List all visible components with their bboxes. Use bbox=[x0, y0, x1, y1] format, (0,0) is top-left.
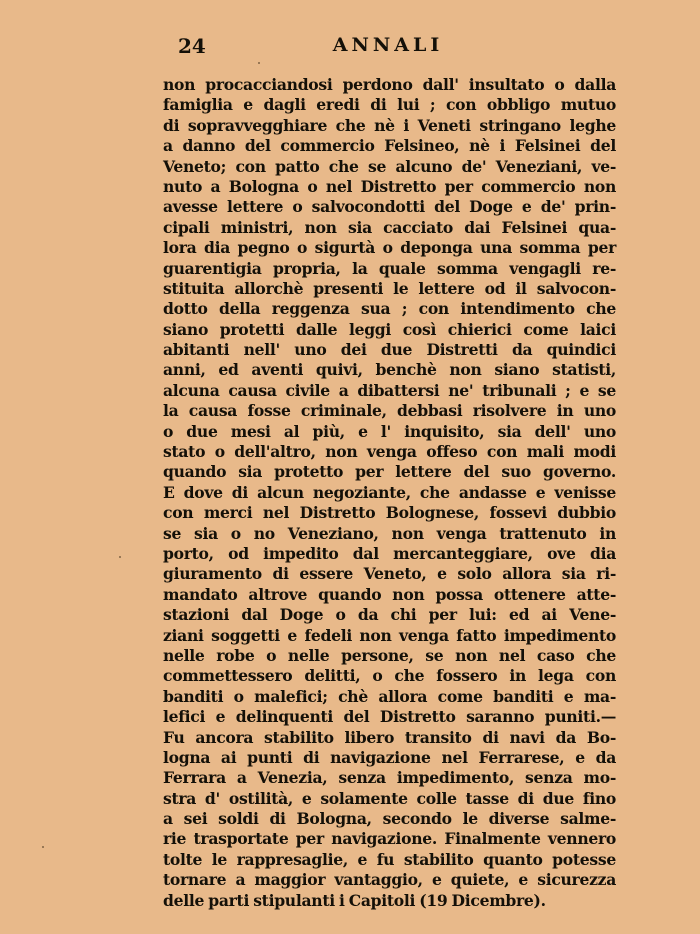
text-line: giuramento di essere Veneto, e solo allora sia ri- bbox=[163, 564, 616, 584]
text-line: porto, od impedito dal mercanteggiare, ove dia bbox=[163, 543, 616, 563]
text-line: Ferrara a Venezia, senza impedimento, senza mo- bbox=[163, 768, 616, 788]
text-line: a sei soldi di Bologna, secondo le diverse salme- bbox=[163, 809, 616, 829]
text-line: tornare a maggior vantaggio, e quiete, e sicurezza bbox=[163, 870, 616, 890]
text-line: cipali ministri, non sia cacciato dai Felsinei qua- bbox=[163, 217, 616, 237]
text-line: o due mesi al più, e l' inquisito, sia dell' uno bbox=[163, 421, 616, 441]
text-line: alcuna causa civile a dibattersi ne' tribunali ; e se bbox=[163, 380, 616, 400]
text-line: tolte le rappresaglie, e fu stabilito quanto potesse bbox=[163, 849, 616, 869]
text-line: guarentigia propria, la quale somma vengagli re- bbox=[163, 258, 616, 278]
text-line: commettessero delitti, o che fossero in lega con bbox=[163, 666, 616, 686]
text-line: Fu ancora stabilito libero transito di navi da Bo- bbox=[163, 727, 616, 747]
text-line: Veneto; con patto che se alcuno de' Veneziani, ve- bbox=[163, 156, 616, 176]
text-line: stazioni dal Doge o da chi per lui: ed ai Vene- bbox=[163, 605, 616, 625]
text-line: se sia o no Veneziano, non venga trattenuto in bbox=[163, 523, 616, 543]
text-line: mandato altrove quando non possa ottenere atte- bbox=[163, 584, 616, 604]
text-line: quando sia protetto per lettere del suo governo. bbox=[163, 462, 616, 482]
text-line: delle parti stipulanti i Capitoli (19 Dicembre). bbox=[163, 890, 546, 910]
body-text bbox=[163, 75, 616, 911]
text-line: siano protetti dalle leggi così chierici come laici bbox=[163, 319, 616, 339]
text-line: la causa fosse criminale, debbasi risolvere in uno bbox=[163, 401, 616, 421]
text-line: lora dia pegno o sigurtà o deponga una somma per bbox=[163, 238, 616, 258]
text-line: dotto della reggenza sua ; con intendimento che bbox=[163, 299, 616, 319]
running-title: ANNALI bbox=[332, 34, 444, 56]
paper-speck bbox=[258, 62, 260, 64]
text-line: avesse lettere o salvocondotti del Doge e de' prin- bbox=[163, 197, 616, 217]
text-line: famiglia e dagli eredi di lui ; con obbligo mutuo bbox=[163, 95, 616, 115]
paper-speck bbox=[42, 846, 44, 848]
text-line: a danno del commercio Felsineo, nè i Felsinei del bbox=[163, 136, 616, 156]
text-line: logna ai punti di navigazione nel Ferrarese, e da bbox=[163, 747, 616, 767]
text-line: stituita allorchè presenti le lettere od il salvocon- bbox=[163, 278, 616, 298]
text-line: non procacciandosi perdono dall' insultato o dalla bbox=[163, 75, 616, 94]
text-line: abitanti nell' uno dei due Distretti da quindici bbox=[163, 340, 616, 360]
text-line: stra d' ostilità, e solamente colle tasse di due fino bbox=[163, 788, 616, 808]
page-number: 24 bbox=[178, 34, 206, 58]
text-line: nuto a Bologna o nel Distretto per commercio non bbox=[163, 176, 616, 196]
text-line: banditi o malefici; chè allora come banditi e ma- bbox=[163, 686, 616, 706]
text-line: rie trasportate per navigazione. Finalmente vennero bbox=[163, 829, 616, 849]
text-line: ziani soggetti e fedeli non venga fatto impedimento bbox=[163, 625, 616, 645]
text-line: E dove di alcun negoziante, che andasse e venisse bbox=[163, 482, 616, 502]
text-line: stato o dell'altro, non venga offeso con mali modi bbox=[163, 442, 616, 462]
text-line: di sopravvegghiare che nè i Veneti stringano leghe bbox=[163, 115, 616, 135]
text-line: anni, ed aventi quivi, benchè non siano statisti, bbox=[163, 360, 616, 380]
text-line: nelle robe o nelle persone, se non nel caso che bbox=[163, 645, 616, 665]
text-line: lefici e delinquenti del Distretto saranno puniti.— bbox=[163, 707, 616, 727]
paper-speck bbox=[119, 556, 121, 558]
text-line: con merci nel Distretto Bolognese, fossevi dubbio bbox=[163, 503, 616, 523]
running-head bbox=[160, 32, 616, 60]
